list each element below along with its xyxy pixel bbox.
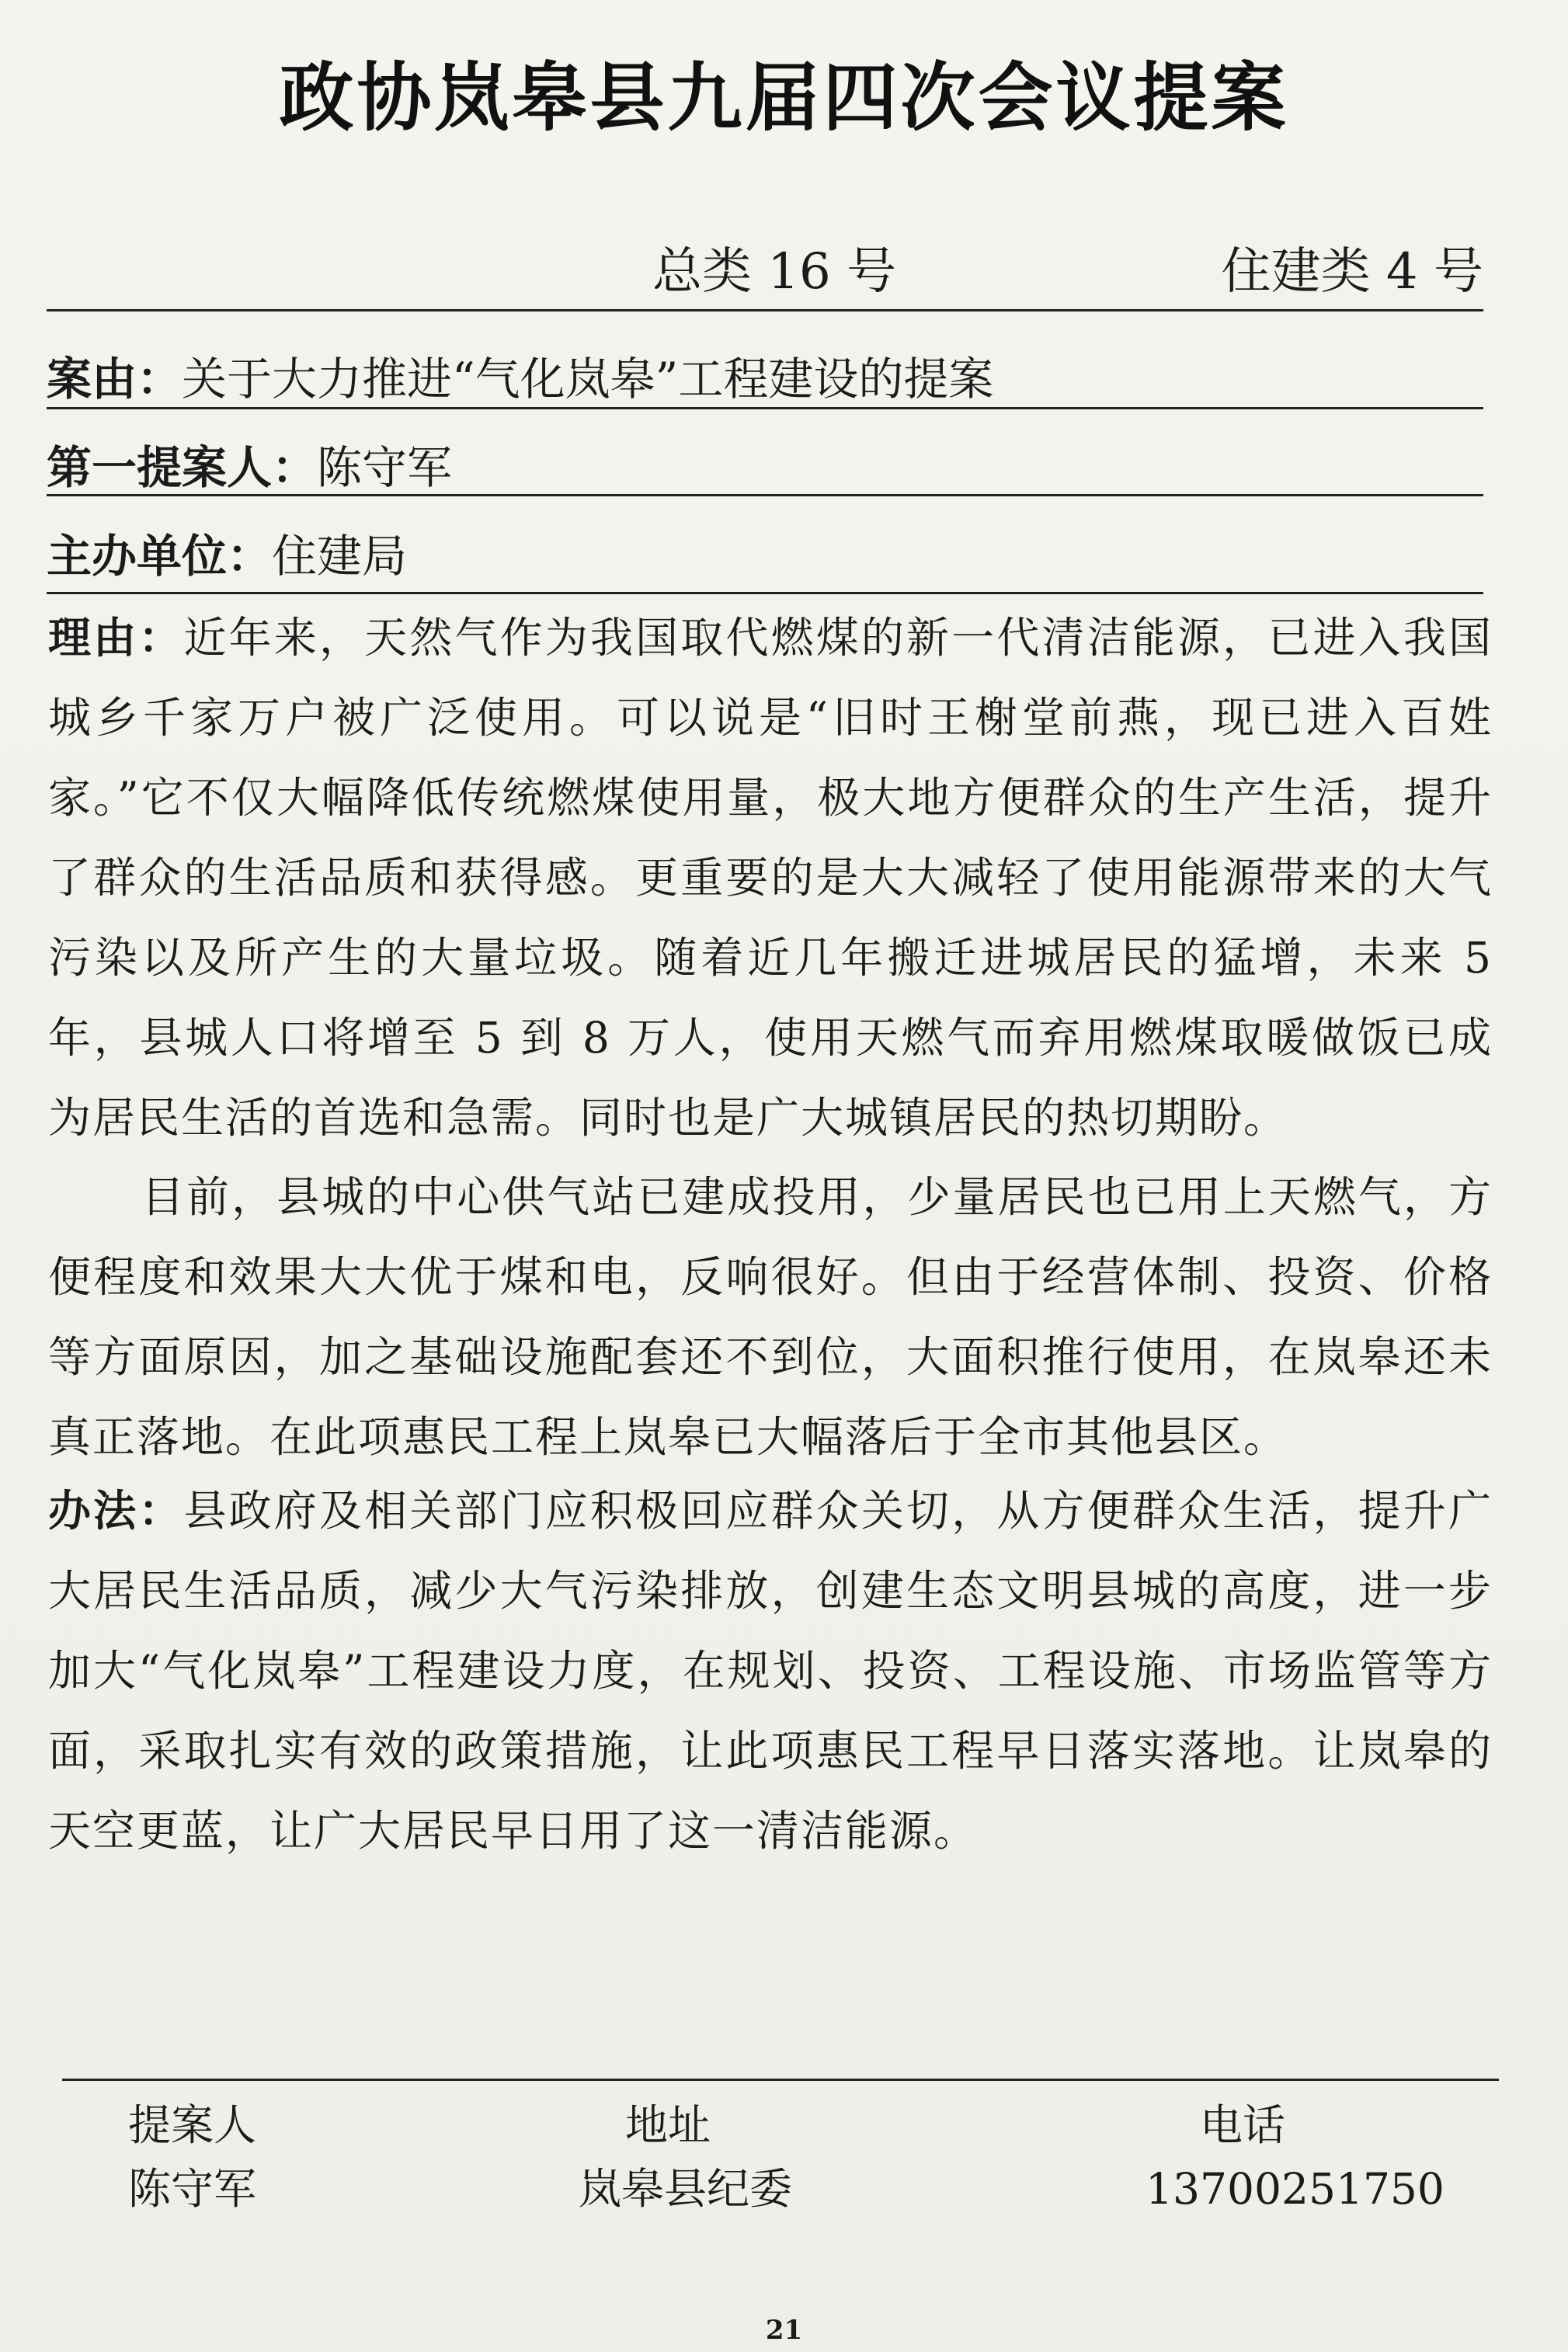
footer-phone-column	[1146, 2093, 1445, 2221]
footer-address-header: 地址	[625, 2100, 711, 2150]
handler-value: 住建局	[272, 530, 408, 583]
method-label: 办法：	[48, 1486, 184, 1536]
reason-paragraph-2: 目前，县城的中心供气站已建成投用，少量居民也已用上天燃气，方便程度和效果大大优于煤和电，反响很好。但由于经营体制、投资、价格等方面原因，加之基础设施配套还不到位，大面积推行使用，在岚皋还未真正落地。在此项惠民工程上岚皋已大幅落后于全市其他县区。	[48, 1172, 1493, 1462]
proposer-value: 陈守军	[317, 441, 453, 494]
footer-address-value: 岚皋县纪委	[579, 2164, 793, 2214]
divider	[47, 309, 1483, 311]
footer-divider	[62, 2079, 1499, 2081]
handler-label: 主办单位：	[47, 530, 273, 583]
proposer-label: 第一提案人：	[47, 441, 318, 494]
method-paragraph	[48, 1471, 1493, 1871]
reason-paragraph-1	[48, 598, 1493, 1158]
footer-proposer-column	[128, 2093, 256, 2221]
footer-phone-header: 电话	[1200, 2100, 1286, 2150]
reason-label: 理由：	[48, 613, 184, 663]
document-title: 政协岚皋县九届四次会议提案	[279, 54, 1289, 141]
footer-address-column	[579, 2093, 792, 2221]
divider	[47, 592, 1483, 594]
divider	[47, 494, 1483, 496]
page-number: 21	[765, 2315, 803, 2346]
method-text: 县政府及相关部门应积极回应群众关切，从方便群众生活，提升广大居民生活品质，减少大气污染排放，创建生态文明县城的高度，进一步加大“气化岚皋”工程建设力度，在规划、投资、工程设施、市场监管等方面，采取扎实有效的政策措施，让此项惠民工程早日落实落地。让岚皋的天空更蓝，让广大居民早日用了这一清洁能源。	[48, 1486, 1493, 1856]
category-number: 住建类 4 号	[1221, 243, 1483, 301]
total-number: 总类 16 号	[652, 243, 897, 301]
footer-proposer-header: 提案人	[128, 2100, 257, 2150]
handler-field	[47, 525, 407, 587]
proposer-field	[47, 437, 452, 499]
subject-label: 案由：	[47, 353, 183, 405]
reason-text-1: 近年来，天然气作为我国取代燃煤的新一代清洁能源，已进入我国城乡千家万户被广泛使用。可以说是“旧时王榭堂前燕，现已进入百姓家。”它不仅大幅降低传统燃煤使用量，极大地方便群众的生产生活，提升了群众的生活品质和获得感。更重要的是大大减轻了使用能源带来的大气污染以及所产生的大量垃圾。随着近几年搬迁进城居民的猛增，未来 5 年，县城人口将增至 5 到 8 万人，使用天燃气而弃用燃煤取暖做饭已成为居民生活的首选和急需。同时也是广大城镇居民的热切期盼。	[48, 613, 1493, 1143]
subject-field	[47, 348, 993, 410]
footer-phone-value: 13700251750	[1146, 2164, 1445, 2214]
footer-proposer-value: 陈守军	[128, 2164, 257, 2214]
proposal-number-row	[47, 231, 1483, 301]
divider	[47, 407, 1483, 409]
subject-value: 关于大力推进“气化岚皋”工程建设的提案	[182, 353, 994, 405]
